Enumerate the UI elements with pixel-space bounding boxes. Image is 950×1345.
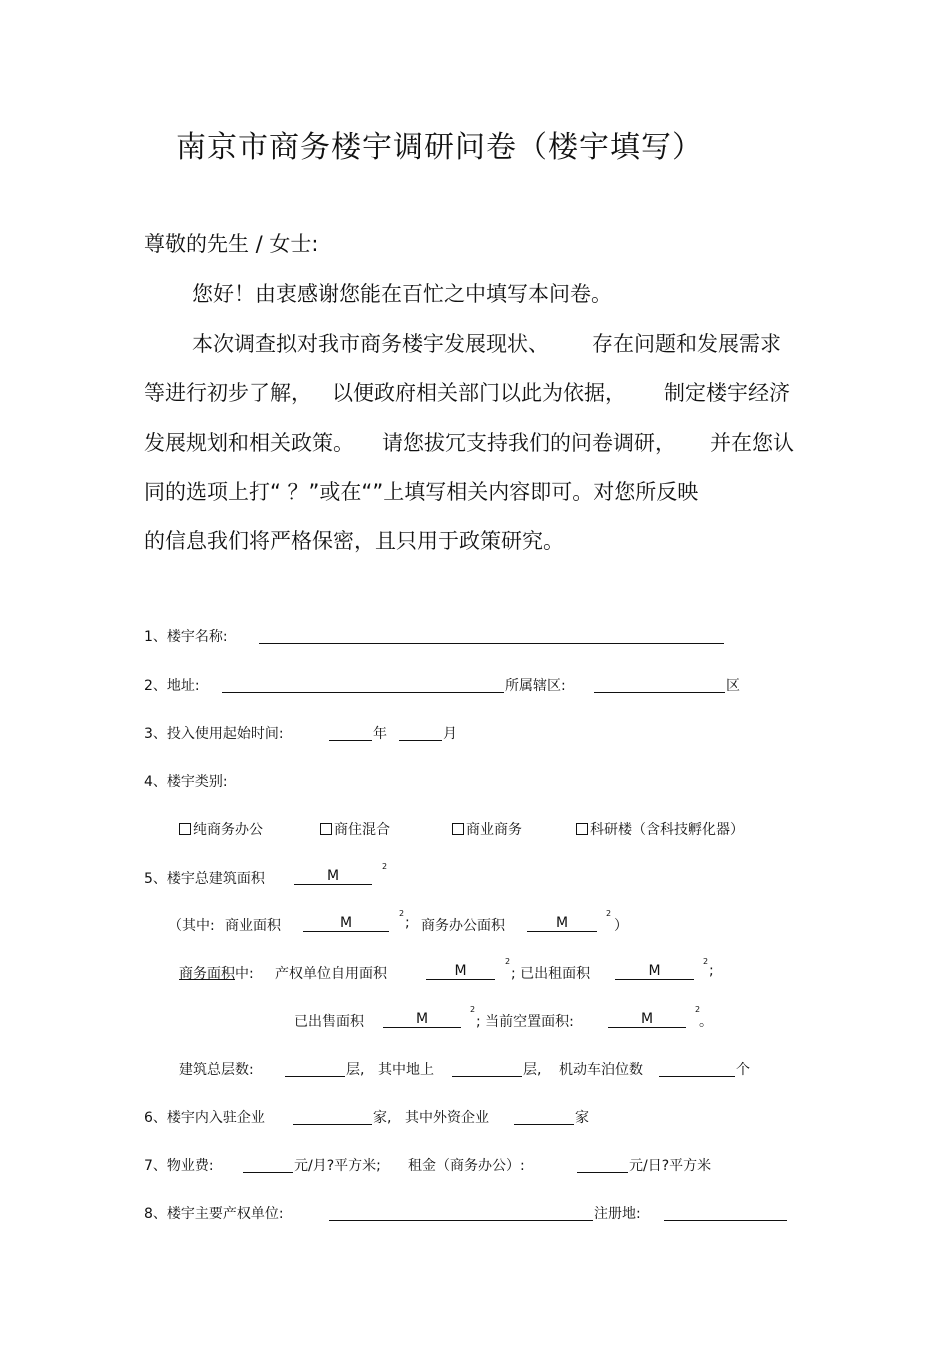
sup-2: 2 [505, 957, 511, 966]
line3-end: ; [709, 963, 714, 979]
start-year-field[interactable] [329, 740, 372, 741]
registration-label: 注册地: [594, 1206, 641, 1222]
unit-m: M [608, 1011, 686, 1028]
q8-label: 8、楼宇主要产权单位: [144, 1206, 284, 1222]
floors-unit: 层, [346, 1062, 365, 1078]
parking-label: 机动车泊位数 [559, 1062, 643, 1078]
line4-end: 。 [699, 1014, 713, 1030]
sup-2: 2 [382, 862, 388, 871]
rent-label: 租金（商务办公）: [408, 1158, 525, 1174]
greeting: 尊敬的先生 / 女士: [144, 232, 319, 256]
property-fee-field[interactable] [243, 1172, 293, 1173]
district-field[interactable] [594, 692, 725, 693]
building-name-field[interactable] [259, 643, 724, 644]
checkbox-icon[interactable] [452, 823, 464, 835]
total-area-field[interactable] [294, 868, 372, 885]
q5-line2-close: ） [614, 918, 628, 934]
unit-m: M [426, 963, 495, 980]
option-research[interactable] [576, 819, 744, 839]
fee-unit: 元/月?平方米; [294, 1158, 381, 1174]
parking-spaces-field[interactable] [659, 1076, 735, 1077]
foreign-count-field[interactable] [514, 1124, 574, 1125]
rent-field[interactable] [577, 1172, 628, 1173]
commercial-area-label: 商业面积 [225, 918, 281, 934]
sup-2: 2 [606, 909, 612, 918]
start-month-field[interactable] [399, 740, 442, 741]
separator: ; [405, 915, 410, 931]
total-floors-field[interactable] [285, 1076, 345, 1077]
sold-area-label: 已出售面积 [294, 1014, 364, 1030]
intro-line-4b: 请您拔冗支持我们的问卷调研， [382, 431, 676, 455]
intro-line-6: 的信息我们将严格保密，且只用于政策研究。 [144, 529, 564, 553]
q2-label: 2、地址: [144, 678, 200, 694]
above-ground-floors-field[interactable] [452, 1076, 522, 1077]
option-label: 商住混合 [334, 822, 390, 838]
q4-label: 4、楼宇类别: [144, 774, 228, 790]
q7-label: 7、物业费: [144, 1158, 214, 1174]
sold-area-field[interactable] [383, 1011, 461, 1028]
rent-unit: 元/日?平方米 [629, 1158, 712, 1174]
sup-2: 2 [695, 1005, 701, 1014]
intro-line-4c: 并在您认 [710, 431, 794, 455]
unit-m: M [615, 963, 694, 980]
option-commercial[interactable] [452, 819, 522, 839]
intro-line-1: 您好！由衷感谢您能在百忙之中填写本问卷。 [192, 282, 612, 306]
leased-area-field[interactable] [615, 963, 694, 980]
unit-m: M [527, 915, 597, 932]
month-label: 月 [443, 726, 457, 742]
self-use-area-field[interactable] [426, 963, 495, 980]
commercial-area-field[interactable] [303, 915, 389, 932]
unit-m: M [303, 915, 389, 932]
q1-label: 1、楼宇名称: [144, 629, 228, 645]
checkbox-icon[interactable] [576, 823, 588, 835]
checkbox-icon[interactable] [320, 823, 332, 835]
q5-line2-open: （其中: [168, 918, 215, 934]
option-label: 纯商务办公 [193, 822, 263, 838]
q3-label: 3、投入使用起始时间: [144, 726, 284, 742]
unit-m: M [383, 1011, 461, 1028]
year-label: 年 [373, 726, 387, 742]
intro-line-3b: 以便政府相关部门以此为依据， [332, 381, 626, 405]
tenant-unit: 家, [373, 1110, 392, 1126]
sup-2: 2 [703, 957, 709, 966]
owner-field[interactable] [329, 1220, 593, 1221]
registration-field[interactable] [664, 1220, 787, 1221]
checkbox-icon[interactable] [179, 823, 191, 835]
page-title: 南京市商务楼宇调研问卷（楼宇填写） [176, 130, 703, 165]
district-label: 所属辖区: [505, 678, 566, 694]
office-area-label: 商务办公面积 [421, 918, 505, 934]
intro-line-4a: 发展规划和相关政策。 [144, 431, 354, 455]
business-area-label: 商务面积中: [179, 966, 254, 982]
district-suffix: 区 [726, 678, 740, 694]
above-ground-label: 其中地上 [378, 1062, 434, 1078]
sup-2: 2 [399, 909, 405, 918]
intro-line-2a: 本次调查拟对我市商务楼宇发展现状、 [192, 332, 549, 356]
tenant-count-field[interactable] [293, 1124, 372, 1125]
q6-label: 6、楼宇内入驻企业 [144, 1110, 265, 1126]
foreign-unit: 家 [575, 1110, 589, 1126]
leased-area-label: ; 已出租面积 [511, 966, 591, 982]
option-mixed-use[interactable] [320, 819, 390, 839]
floors-label: 建筑总层数: [179, 1062, 254, 1078]
q5-label: 5、楼宇总建筑面积 [144, 871, 265, 887]
option-label: 科研楼（含科技孵化器） [590, 822, 744, 838]
foreign-label: 其中外资企业 [405, 1110, 489, 1126]
vacant-area-label: ; 当前空置面积: [476, 1014, 574, 1030]
intro-line-3a: 等进行初步了解， [144, 381, 312, 405]
intro-line-3c: 制定楼宇经济 [664, 381, 790, 405]
parking-unit: 个 [736, 1062, 750, 1078]
self-use-area-label: 产权单位自用面积 [275, 966, 387, 982]
unit-m: M [294, 868, 372, 885]
office-area-field[interactable] [527, 915, 597, 932]
option-pure-office[interactable] [179, 819, 263, 839]
vacant-area-field[interactable] [608, 1011, 686, 1028]
sup-2: 2 [470, 1005, 476, 1014]
intro-line-5: 同的选项上打“ ？”或在“”上填写相关内容即可。对您所反映 [144, 480, 699, 504]
intro-line-2b: 存在问题和发展需求 [592, 332, 781, 356]
option-label: 商业商务 [466, 822, 522, 838]
above-ground-unit: 层, [523, 1062, 542, 1078]
address-field[interactable] [222, 692, 504, 693]
